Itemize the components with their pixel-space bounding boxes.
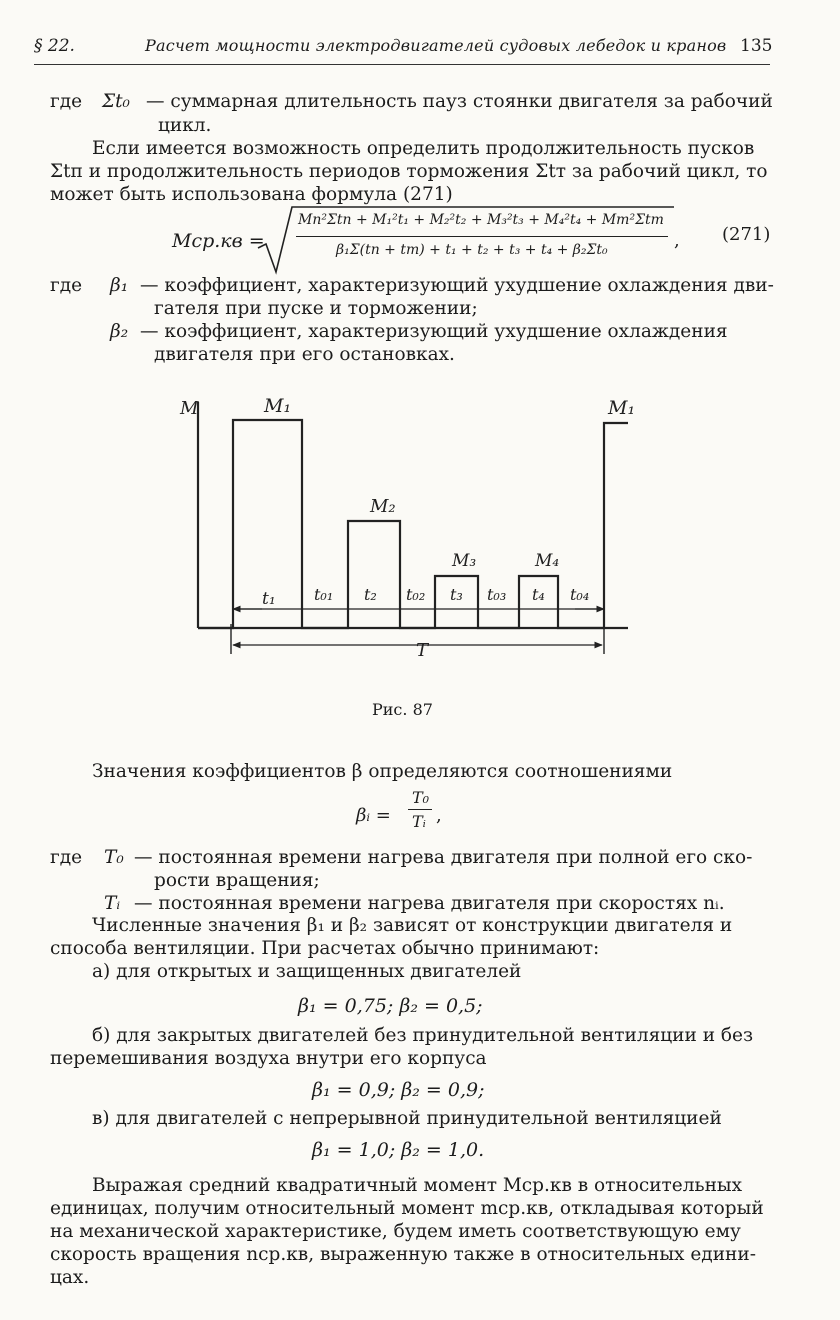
m4-label: M₄ xyxy=(535,551,560,571)
where-word: где xyxy=(50,847,83,868)
figure-caption: Рис. 87 xyxy=(372,700,433,719)
axis-label: M xyxy=(180,398,199,419)
formula-denominator: β₁Σ(tп + tт) + t₁ + t₂ + t₃ + t₄ + β₂Σt₀ xyxy=(336,242,608,258)
beta2-symbol: β₂ xyxy=(110,321,129,342)
beta-intro: Значения коэффициентов β определяются соотношениями xyxy=(92,761,673,782)
beta2-definition: — коэффициент, характеризующий ухудшение охлаждения xyxy=(140,321,728,342)
t3-label: t₃ xyxy=(450,585,463,604)
paragraph-line: может быть использована формула (271) xyxy=(50,184,453,205)
m3-label: M₃ xyxy=(452,551,477,571)
sum-t0-symbol: Σt₀ xyxy=(102,91,130,112)
beta2-definition-cont: двигателя при его остановках. xyxy=(154,344,455,365)
fraction-bar xyxy=(408,809,432,810)
t04-label: t₀₄ xyxy=(570,585,590,604)
paragraph-line: скорость вращения nср.кв, выраженную также в относительных едини- xyxy=(50,1244,756,1265)
formula-lhs: Mср.кв = xyxy=(172,230,265,252)
formula-numerator: Mп²Σtп + M₁²t₁ + M₂²t₂ + M₃²t₃ + M₄²t₄ + Mт²Σtт xyxy=(298,212,664,228)
paragraph-line: Выражая средний квадратичный момент Mср.кв в относительных xyxy=(92,1175,743,1196)
fraction-bar xyxy=(296,236,668,237)
ti-symbol: Tᵢ xyxy=(104,893,121,914)
case-a-label: а) для открытых и защищенных двигателей xyxy=(92,961,522,982)
beta1-definition: — коэффициент, характеризующий ухудшение охлаждения дви- xyxy=(140,275,774,296)
where-word: где xyxy=(50,91,83,112)
t0-definition-cont: рости вращения; xyxy=(154,870,320,891)
paragraph-line: на механической характеристике, будем иметь соответствующую ему xyxy=(50,1221,741,1242)
where-word: где xyxy=(50,275,83,296)
formula-trail: , xyxy=(674,230,680,251)
section-number: § 22. xyxy=(34,36,75,56)
period-label: T xyxy=(416,640,429,661)
header-rule xyxy=(34,64,770,65)
t0-symbol: T₀ xyxy=(104,847,124,868)
paragraph-line: Σtп и продолжительность периодов торможения Σtт за рабочий цикл, то xyxy=(50,161,768,182)
m1-right-label: M₁ xyxy=(608,397,636,419)
paragraph-line: способа вентиляции. При расчетах обычно принимают: xyxy=(50,938,600,959)
case-a-values: β₁ = 0,75; β₂ = 0,5; xyxy=(298,995,483,1017)
beta-formula-num: T₀ xyxy=(412,788,430,807)
t0-definition: — постоянная времени нагрева двигателя при полной его ско- xyxy=(134,847,753,868)
paragraph-line: единицах, получим относительный момент mср.кв, откладывая который xyxy=(50,1198,764,1219)
t03-label: t₀₃ xyxy=(487,585,507,604)
m2-label: M₂ xyxy=(370,496,396,517)
beta-formula-trail: , xyxy=(436,805,442,826)
sum-t0-definition: — суммарная длительность пауз стоянки двигателя за рабочий xyxy=(146,91,773,112)
ti-definition: — постоянная времени нагрева двигателя при скоростях nᵢ. xyxy=(134,893,725,914)
beta-formula-lhs: βᵢ = xyxy=(356,805,391,826)
beta-formula-den: Tᵢ xyxy=(412,812,426,831)
case-c-values: β₁ = 1,0; β₂ = 1,0. xyxy=(312,1139,485,1161)
m1-label: M₁ xyxy=(264,395,292,417)
beta1-symbol: β₁ xyxy=(110,275,129,296)
t02-label: t₀₂ xyxy=(406,585,426,604)
beta1-definition-cont: гателя при пуске и торможении; xyxy=(154,298,478,319)
case-b-label-cont: перемешивания воздуха внутри его корпуса xyxy=(50,1048,487,1069)
paragraph-line: Численные значения β₁ и β₂ зависят от конструкции двигателя и xyxy=(92,915,733,936)
paragraph-line: Если имеется возможность определить продолжительность пусков xyxy=(92,138,755,159)
sum-t0-continuation: цикл. xyxy=(158,115,212,136)
paragraph-line: цах. xyxy=(50,1267,90,1288)
case-b-label: б) для закрытых двигателей без принудительной вентиляции и без xyxy=(92,1025,754,1046)
running-title: Расчет мощности электродвигателей судовых лебедок и кранов xyxy=(145,36,727,55)
page-number: 135 xyxy=(740,36,773,56)
case-b-values: β₁ = 0,9; β₂ = 0,9; xyxy=(312,1079,485,1101)
t1-label: t₁ xyxy=(262,589,276,609)
t4-label: t₄ xyxy=(532,585,545,604)
equation-number: (271) xyxy=(722,224,771,245)
torque-diagram xyxy=(0,380,840,700)
case-c-label: в) для двигателей с непрерывной принудительной вентиляцией xyxy=(92,1108,722,1129)
t2-label: t₂ xyxy=(364,585,377,604)
t01-label: t₀₁ xyxy=(314,585,334,604)
